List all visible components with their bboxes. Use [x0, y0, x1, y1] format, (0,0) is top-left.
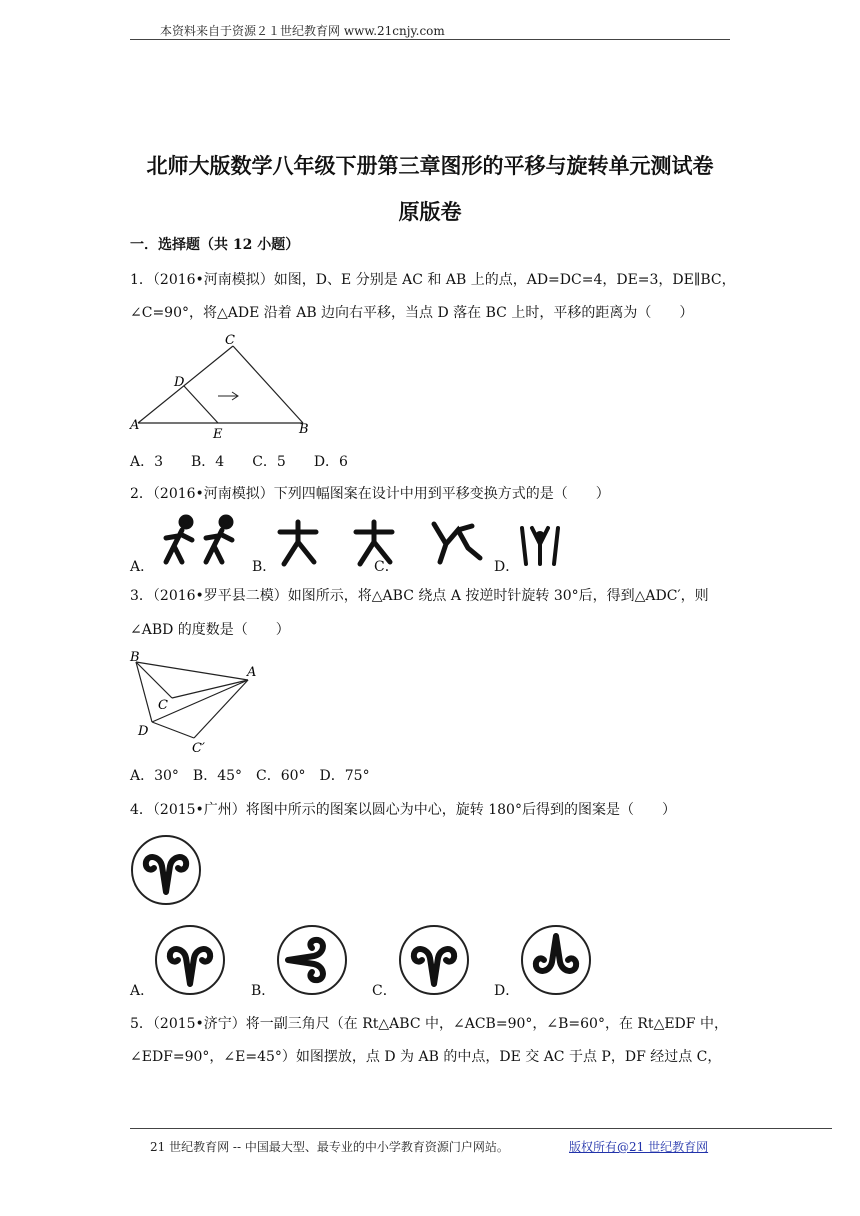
figure-label-e: E	[213, 427, 223, 442]
question-3-options: A．30° B．45° C．60° D．75°	[130, 768, 370, 784]
question-4-option-a-label: A．	[130, 983, 155, 999]
page-header: 本资料来自于资源２１世纪教育网 www.21cnjy.com	[160, 24, 445, 38]
question-1-line-1: 1．（2016•河南模拟）如图，D、E 分别是 AC 和 AB 上的点，AD=DC=4，DE=3，DE∥BC，	[130, 272, 736, 288]
question-1-options: A．3 B．4 C．5 D．6	[130, 454, 348, 470]
question-2-option-a-figure	[156, 512, 248, 568]
question-1-line-2: ∠C=90°，将△ADE 沿着 AB 边向右平移，当点 D 落在 BC 上时，平移的距离为（ ）	[130, 305, 694, 321]
footer-site-description: 21 世纪教育网 -- 中国最大型、最专业的中小学教育资源门户网站。	[150, 1140, 509, 1154]
question-2-option-d-figure	[518, 520, 562, 568]
figure-label-c-prime: C′	[192, 741, 205, 756]
question-2-option-b-label: B．	[252, 559, 277, 575]
question-1-triangle-figure	[128, 330, 328, 442]
figure-label-b: B	[299, 422, 309, 437]
question-2-option-c-label: C．	[374, 559, 399, 575]
figure-label-b: B	[130, 650, 140, 665]
question-4-option-d-figure	[518, 922, 594, 998]
section-heading: 一．选择题（共 12 小题）	[130, 237, 300, 253]
question-4-option-a-figure	[152, 922, 228, 998]
question-4-option-c-label: C．	[372, 983, 397, 999]
question-2-option-d-label: D．	[494, 559, 520, 575]
figure-label-a: A	[130, 418, 140, 433]
question-4-option-b-label: B．	[251, 983, 276, 999]
question-4-original-pattern	[128, 832, 204, 908]
question-4-option-d-label: D．	[494, 983, 520, 999]
figure-label-a: A	[247, 665, 257, 680]
footer-divider	[130, 1128, 832, 1129]
question-3-line-1: 3．（2016•罗平县二模）如图所示，将△ABC 绕点 A 按逆时针旋转 30°后，得到△ADC′，则	[130, 588, 709, 604]
question-4-line-1: 4．（2015•广州）将图中所示的图案以圆心为中心，旋转 180°后得到的图案是（ ）	[130, 802, 676, 818]
question-5-line-1: 5．（2015•济宁）将一副三角尺（在 Rt△ABC 中，∠ACB=90°，∠B=60°，在 Rt△EDF 中，	[130, 1016, 728, 1032]
question-5-line-2: ∠EDF=90°，∠E=45°）如图摆放，点 D 为 AB 的中点，DE 交 AC 于点 P，DF 经过点 C，	[130, 1049, 722, 1065]
question-2-line-1: 2．（2016•河南模拟）下列四幅图案在设计中用到平移变换方式的是（ ）	[130, 486, 610, 502]
question-3-line-2: ∠ABD 的度数是（ ）	[130, 622, 290, 638]
document-subtitle: 原版卷	[398, 199, 462, 224]
question-4-option-b-figure	[274, 922, 350, 998]
figure-label-d: D	[174, 375, 185, 390]
figure-label-d: D	[138, 724, 149, 739]
question-2-option-a-label: A．	[130, 559, 155, 575]
question-3-rotation-figure	[126, 646, 266, 758]
question-2-option-c-figure	[428, 518, 484, 568]
footer-copyright-link[interactable]: 版权所有@21 世纪教育网	[569, 1140, 709, 1154]
figure-label-c: C	[158, 698, 168, 713]
header-divider	[130, 39, 730, 40]
question-4-option-c-figure	[396, 922, 472, 998]
document-title: 北师大版数学八年级下册第三章图形的平移与旋转单元测试卷	[146, 153, 714, 178]
figure-label-c: C	[225, 333, 235, 348]
